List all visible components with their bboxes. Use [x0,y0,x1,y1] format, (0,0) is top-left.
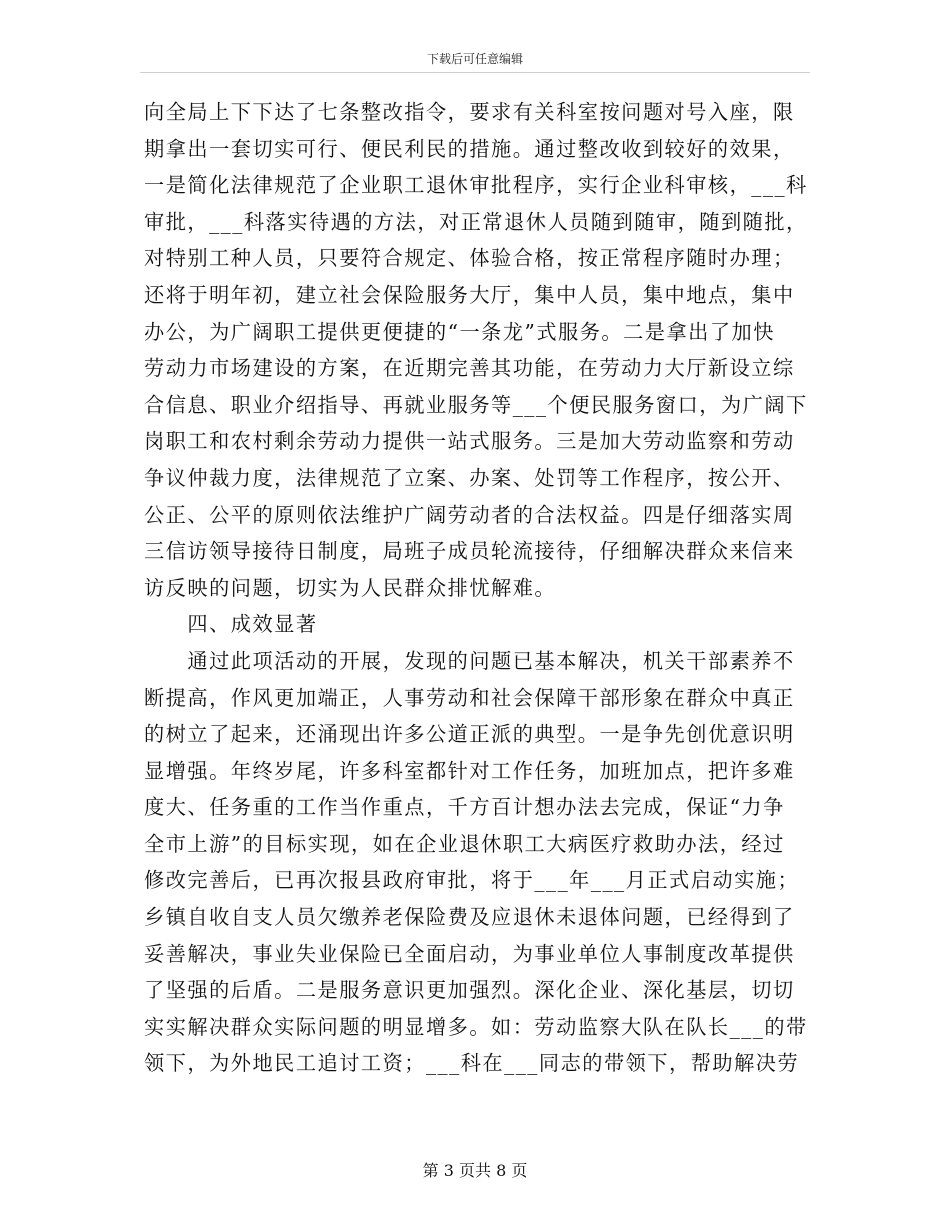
text-line: 全市上游”的目标实现，如在企业退休职工大病医疗救助办法，经过 [144,831,785,856]
text-line: 一是简化法律规范了企业职工退休审批程序，实行企业科审核，___科 [144,173,808,198]
text-line: 实实解决群众实际问题的明显增多。如：劳动监察大队在队长___的带 [144,1014,808,1039]
page-header: 下载后可任意编辑 [426,52,523,66]
text-line: 办公，为广阔职工提供更便捷的“一条龙”式服务。二是拿出了加快 [144,319,775,344]
text-line: 度大、任务重的工作当作重点，千方百计想办法去完成，保证“力争 [144,795,785,820]
text-line: 劳动力市场建设的方案，在近期完善其功能，在劳动力大厅新设立综 [144,356,795,381]
text-line: 访反映的问题，切实为人民群众排忧解难。 [144,575,557,600]
text-line: 岗职工和农村剩余劳动力提供一站式服务。三是加大劳动监察和劳动 [144,429,795,454]
header-divider [140,72,810,73]
text-line: 对特别工种人员，只要符合规定、体验合格，按正常程序随时办理； [144,246,795,271]
text-line: 通过此项活动的开展，发现的问题已基本解决，机关干部素养不 [144,648,795,673]
text-line: 公正、公平的原则依法维护广阔劳动者的合法权益。四是仔细落实周 [144,502,795,527]
text-line: 乡镇自收自支人员欠缴养老保险费及应退休未退体问题，已经得到了 [144,905,795,930]
text-line: 争议仲裁力度，法律规范了立案、办案、处罚等工作程序，按公开、 [144,465,795,490]
section-heading: 四、成效显著 [144,612,318,637]
document-body [144,94,816,1082]
text-line: 断提高，作风更加端正，人事劳动和社会保障干部形象在群众中真正 [144,685,795,710]
text-line: 修改完善后，已再次报县政府审批，将于___年___月正式启动实施； [144,868,800,893]
text-line: 显增强。年终岁尾，许多科室都针对工作任务，加班加点，把许多难 [144,758,795,783]
text-line: 了坚强的后盾。二是服务意识更加强烈。深化企业、深化基层，切切 [144,978,795,1003]
text-line: 向全局上下下达了七条整改指令，要求有关科室按问题对号入座，限 [144,100,795,124]
text-line: 领下，为外地民工追讨工资；___科在___同志的带领下，帮助解决劳 [144,1051,800,1076]
text-line: 三信访领导接待日制度，局班子成员轮流接待，仔细解决群众来信来 [144,539,795,564]
text-line: 期拿出一套切实可行、便民利民的措施。通过整改收到较好的效果， [144,136,795,161]
text-line: 还将于明年初，建立社会保险服务大厅，集中人员，集中地点，集中 [144,282,795,307]
page-footer: 第 3 页共 8 页 [422,1161,528,1180]
text-line: 合信息、职业介绍指导、再就业服务等___个便民服务窗口，为广阔下 [144,392,808,417]
text-line: 妥善解决，事业失业保险已全面启动，为事业单位人事制度改革提供 [144,941,795,966]
text-line: 审批，___科落实待遇的方法，对正常退休人员随到随审，随到随批， [144,209,808,234]
text-line: 的树立了起来，还涌现出许多公道正派的典型。一是争先创优意识明 [144,722,795,747]
